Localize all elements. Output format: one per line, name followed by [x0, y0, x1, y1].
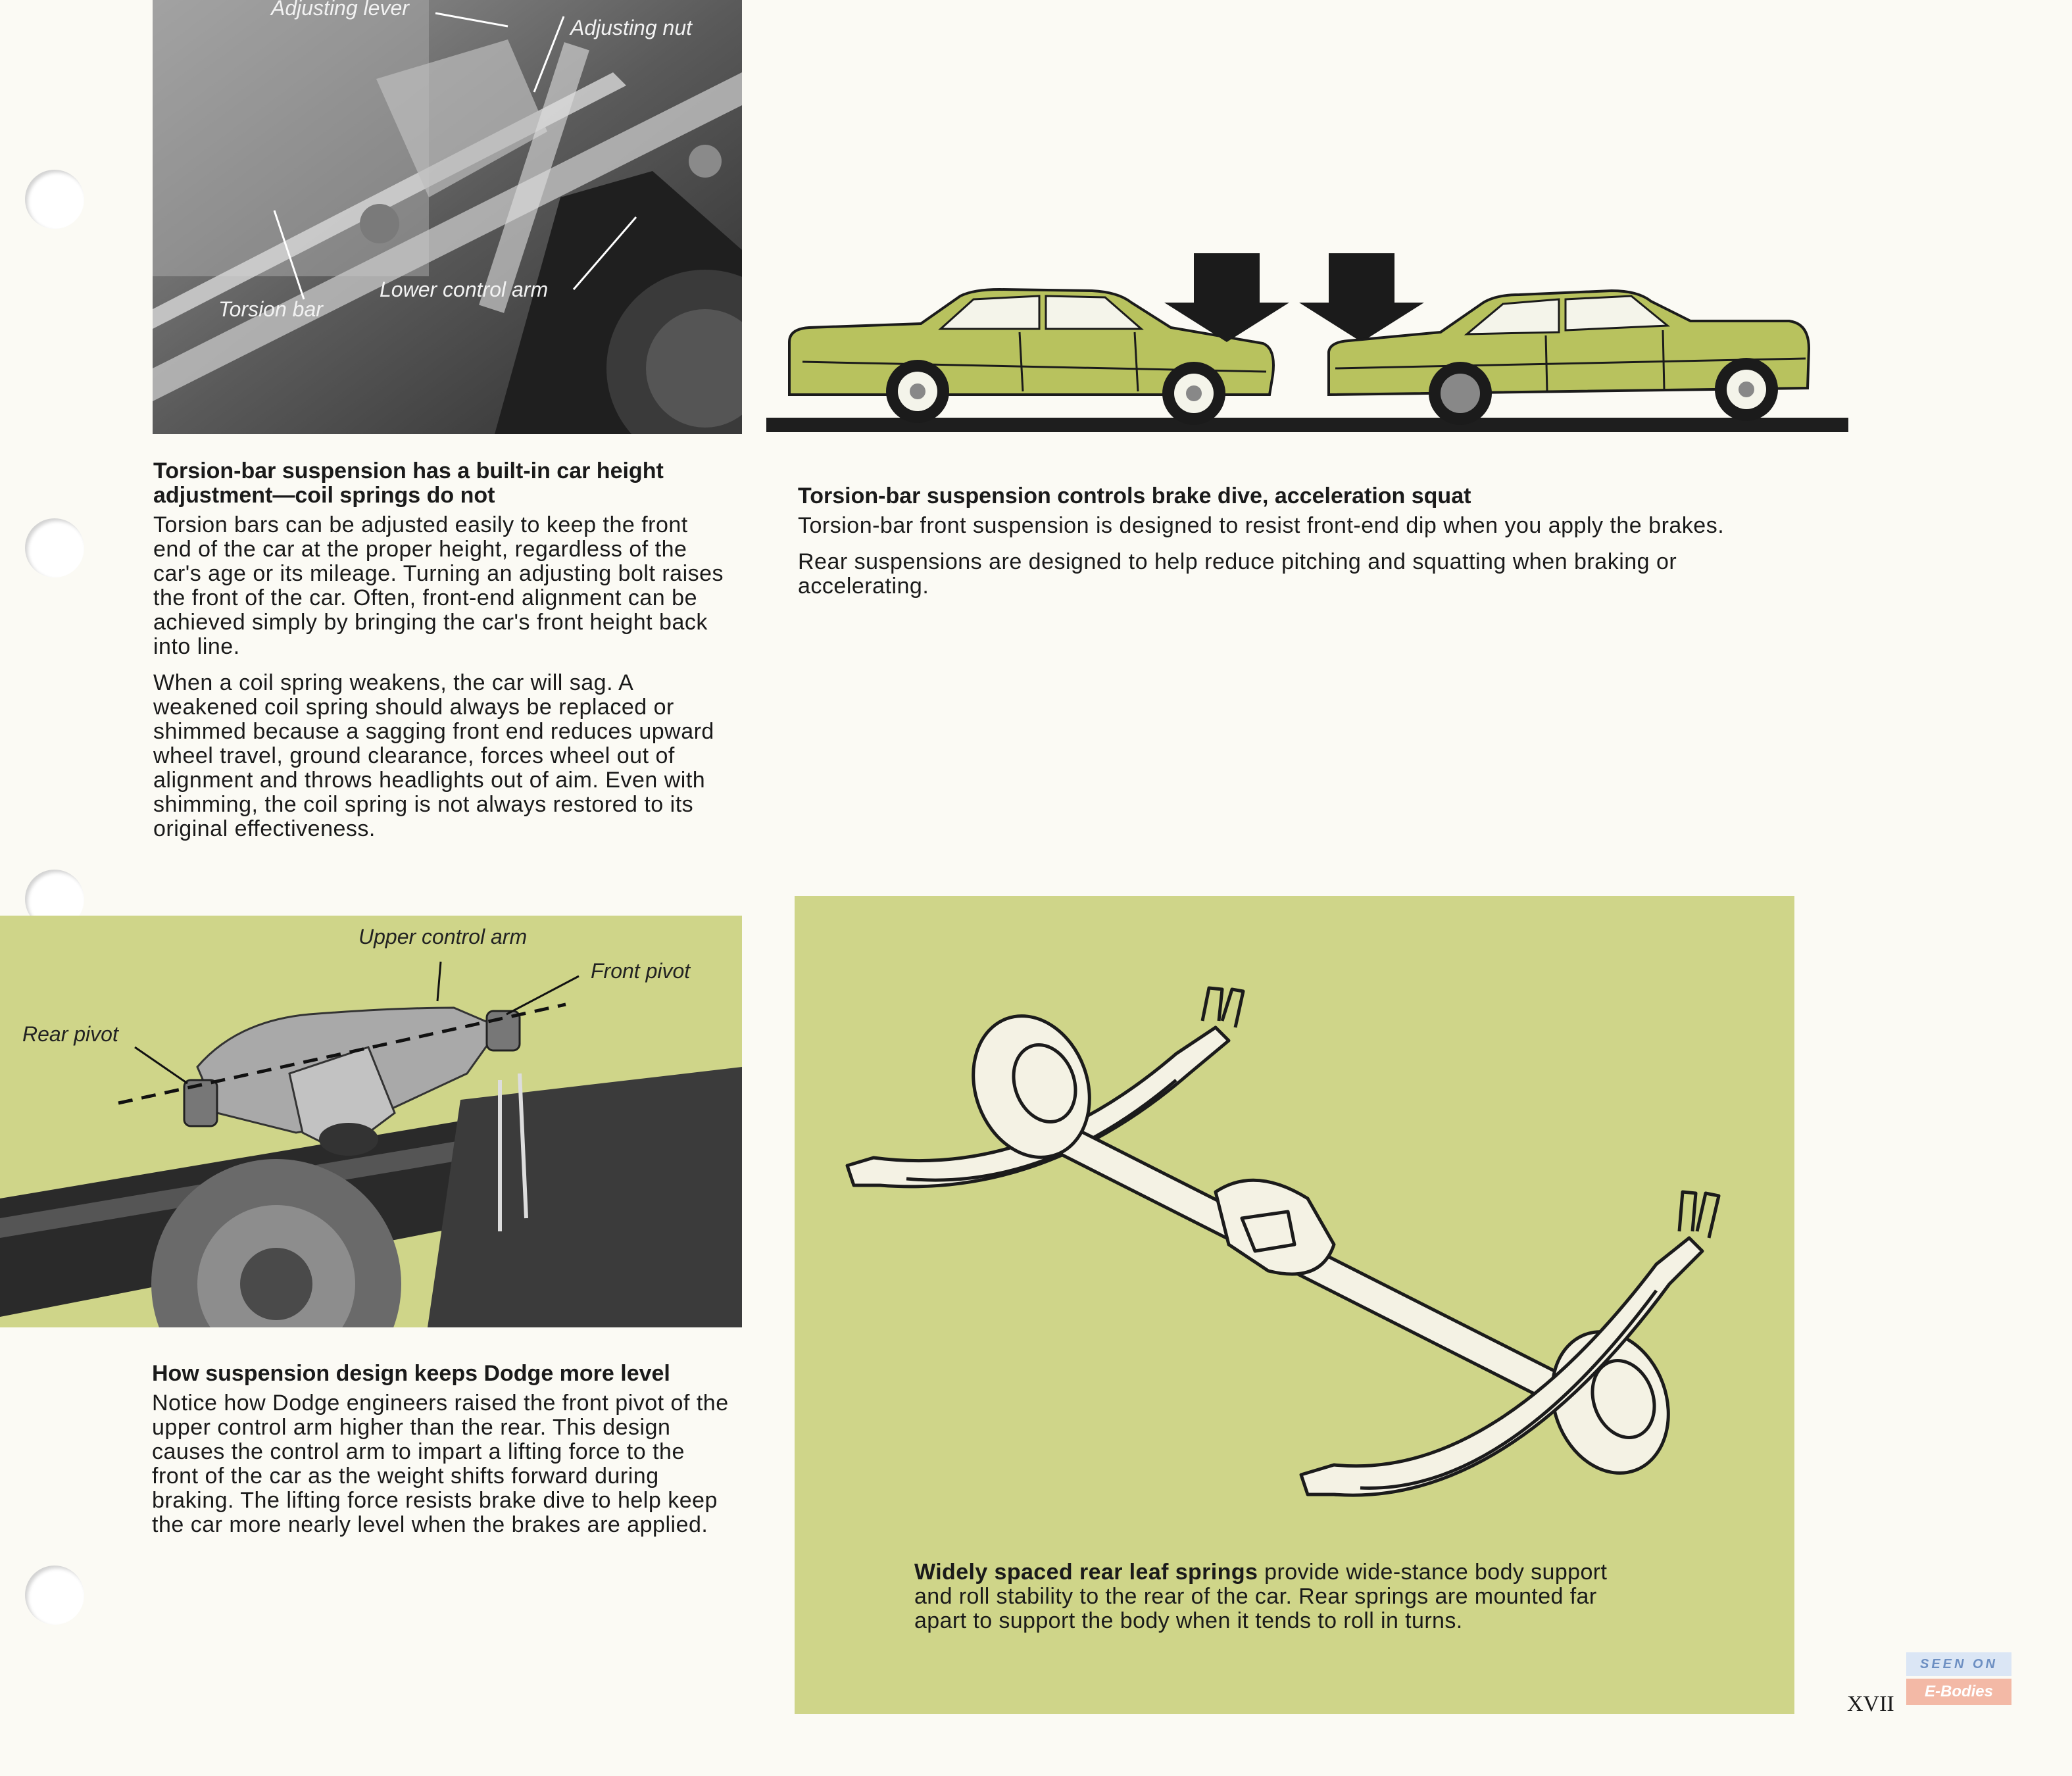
coil-spring-paragraph: When a coil spring weakens, the car will sag. A weakened coil spring should always be replaced or shimmed because a sagging front end reduces upward wheel travel, ground clearance, forces wheel out of alignment and throws headlights out of aim. Even with shimming, the coil spring is not always restored to its original effectiveness.: [153, 670, 714, 841]
brake-dive-section: [798, 484, 1798, 599]
leaf-spring-caption-text: provide wide-stance body support and roll stability to the rear of the car. Rear springs are mounted far apart to support the body when it tends to roll in turns.: [914, 1560, 1608, 1633]
level-design-paragraph: Notice how Dodge engineers raised the front pivot of the upper control arm higher than the rear. This design causes the control arm to impart a lifting force to the front of the car as the weight shifts forward during braking. The lifting force resists brake dive to help keep the car more nearly level when the brakes are applied.: [152, 1391, 729, 1537]
torsion-bar-height-section: [153, 459, 732, 841]
down-arrow-icon: [1299, 253, 1424, 342]
binder-hole: [25, 1566, 84, 1625]
torsion-bar-photo: [153, 0, 742, 434]
brake-dive-heading: Torsion-bar suspension controls brake dive, acceleration squat: [798, 483, 1471, 508]
leaf-spring-panel: [795, 896, 1794, 1714]
rear-pivot-label: Rear pivot: [22, 1022, 118, 1046]
torsion-bar-height-heading: Torsion-bar suspension has a built-in car height adjustment—coil springs do not: [153, 458, 664, 508]
brake-dive-illustration: [763, 250, 1852, 441]
watermark-bottom-text: E-Bodies: [1906, 1679, 2011, 1705]
brake-dive-paragraph: Torsion-bar front suspension is designed to resist front-end dip when you apply the brakes.: [798, 513, 1725, 538]
adjusting-lever-label: Adjusting lever: [271, 0, 409, 20]
adjusting-nut-label: Adjusting nut: [570, 16, 693, 39]
rear-suspension-paragraph: Rear suspensions are designed to help reduce pitching and squatting when braking or accelerating.: [798, 549, 1677, 599]
upper-control-arm-label: Upper control arm: [358, 925, 528, 949]
torsion-bar-photo-image: [153, 0, 742, 434]
torsion-bar-label: Torsion bar: [218, 297, 323, 321]
upper-control-arm-photo: [0, 916, 742, 1327]
torsion-bar-height-paragraph: Torsion bars can be adjusted easily to keep the front end of the car at the proper height, regardless of the car's age or its mileage. Turning an adjusting bolt raises the front of the car. Often, front-end alignment can be achieved simply by bringing the car's front height back into line.: [153, 512, 724, 659]
page-number: XVII: [1847, 1692, 1894, 1716]
level-design-heading: How suspension design keeps Dodge more level: [152, 1361, 670, 1386]
leaf-spring-caption-bold: Widely spaced rear leaf springs: [914, 1560, 1258, 1585]
e-bodies-watermark: [1906, 1652, 2011, 1708]
level-design-section: [152, 1362, 731, 1537]
front-pivot-label: Front pivot: [591, 959, 691, 983]
binder-hole: [25, 518, 84, 578]
leaf-spring-caption: [914, 1560, 1618, 1633]
binder-hole: [25, 170, 84, 229]
watermark-top-text: SEEN ON: [1906, 1652, 2011, 1676]
rear-axle-leaf-spring-illustration: [834, 981, 1755, 1508]
lower-control-arm-label: Lower control arm: [380, 278, 549, 301]
